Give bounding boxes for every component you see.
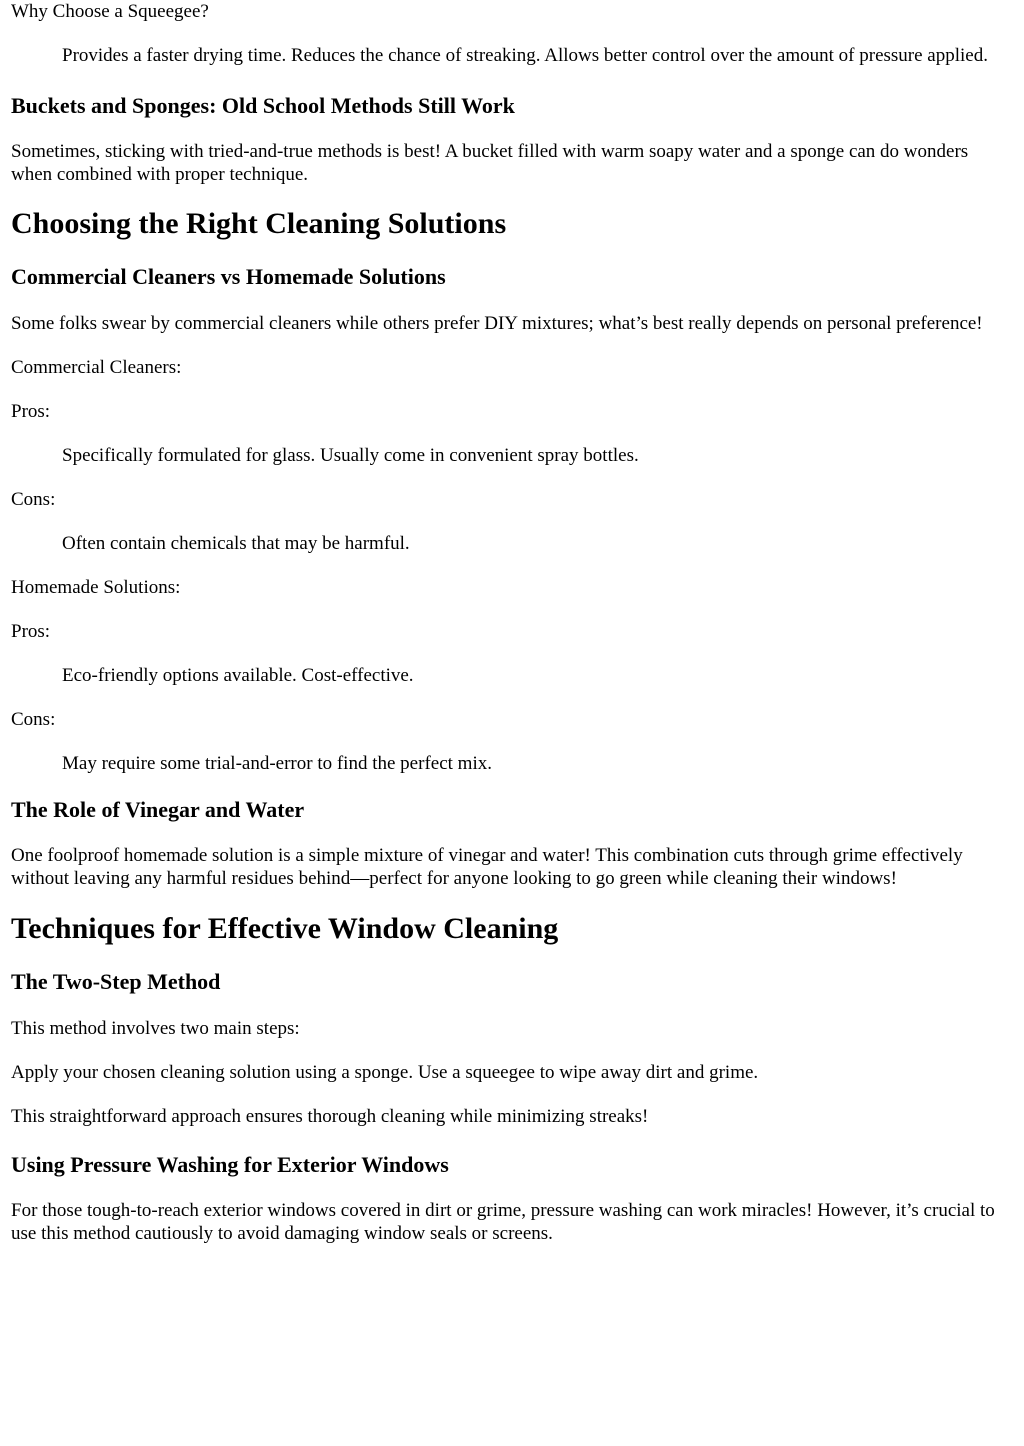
heading-techniques: Techniques for Effective Window Cleaning (11, 912, 559, 945)
paragraph-vinegar-water: One foolproof homemade solution is a simple mixture of vinegar and water! This combination cuts through grime effectively without leaving any harmful residues behind—perfect for anyone looking to go green while cleaning their windows! (11, 845, 963, 889)
heading-buckets-sponges: Buckets and Sponges: Old School Methods Still Work (11, 93, 515, 118)
label-commercial-pros: Pros: (11, 401, 51, 422)
blockquote-commercial-cons: Often contain chemicals that may be harmful. (62, 533, 410, 554)
blockquote-homemade-cons: May require some trial-and-error to find the perfect mix. (62, 753, 492, 774)
heading-two-step: The Two-Step Method (11, 969, 221, 994)
blockquote-squeegee-benefits: Provides a faster drying time. Reduces the chance of streaking. Allows better control over the amount of pressure applied. (62, 45, 988, 66)
label-commercial-cleaners: Commercial Cleaners: (11, 357, 182, 378)
blockquote-commercial-pros: Specifically formulated for glass. Usually come in convenient spray bottles. (62, 445, 639, 466)
label-commercial-cons: Cons: (11, 489, 56, 510)
paragraph-two-steps: Apply your chosen cleaning solution using a sponge. Use a squeegee to wipe away dirt and grime. (11, 1062, 759, 1083)
heading-pressure-washing: Using Pressure Washing for Exterior Windows (11, 1152, 449, 1177)
paragraph-two-steps-summary: This straightforward approach ensures thorough cleaning while minimizing streaks! (11, 1106, 649, 1127)
label-homemade-pros: Pros: (11, 621, 51, 642)
heading-commercial-vs-homemade: Commercial Cleaners vs Homemade Solutions (11, 264, 446, 289)
paragraph-buckets-sponges: Sometimes, sticking with tried-and-true methods is best! A bucket filled with warm soapy water and a sponge can do wonders when combined with proper technique. (11, 141, 969, 185)
paragraph-preference: Some folks swear by commercial cleaners while others prefer DIY mixtures; what’s best really depends on personal preference! (11, 313, 983, 334)
blockquote-homemade-pros: Eco-friendly options available. Cost-effective. (62, 665, 414, 686)
paragraph-pressure-washing: For those tough-to-reach exterior windows covered in dirt or grime, pressure washing can work miracles! However, it’s crucial to use this method cautiously to avoid damaging window seals or screens. (11, 1200, 995, 1244)
paragraph-why-squeegee: Why Choose a Squeegee? (11, 1, 209, 22)
paragraph-two-steps-intro: This method involves two main steps: (11, 1018, 300, 1039)
label-homemade-cons: Cons: (11, 709, 56, 730)
label-homemade-solutions: Homemade Solutions: (11, 577, 181, 598)
heading-choosing-solutions: Choosing the Right Cleaning Solutions (11, 207, 507, 240)
heading-vinegar-water: The Role of Vinegar and Water (11, 797, 305, 822)
